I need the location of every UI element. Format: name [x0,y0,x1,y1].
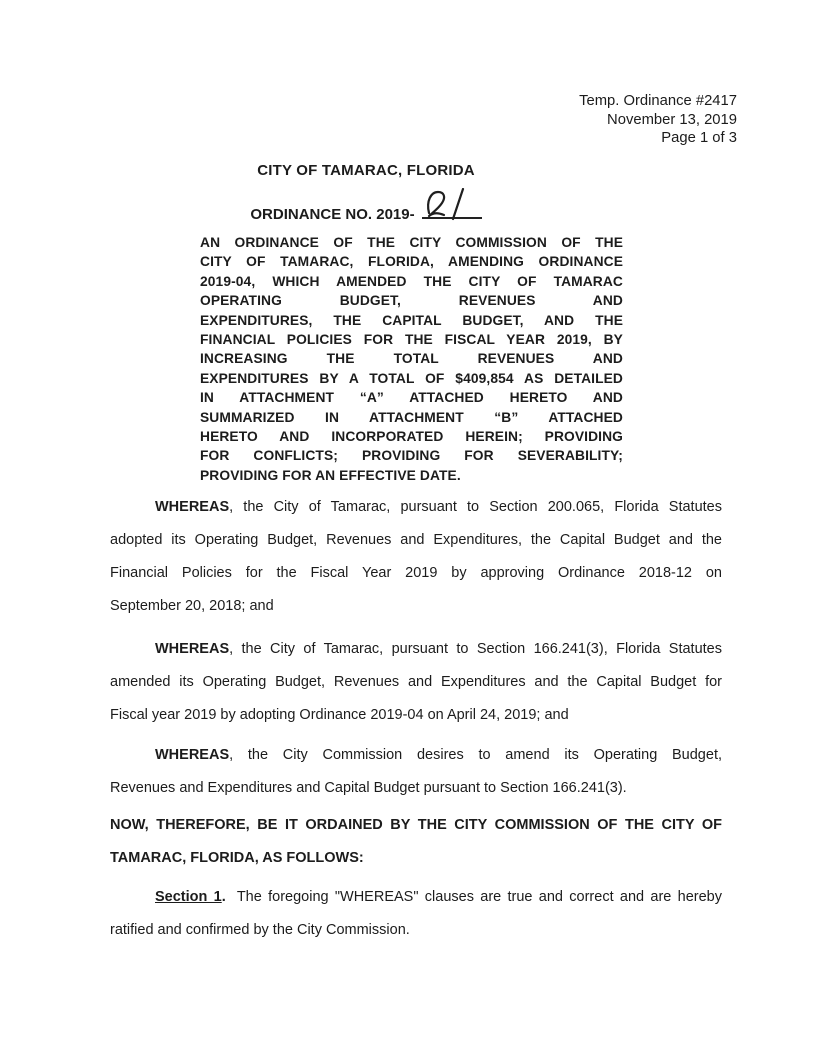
paragraph-text: , the City of Tamarac, pursuant to Section 200.065, Florida Statutes [229,499,722,515]
caption-line: HERETO AND INCORPORATED HEREIN; PROVIDING [200,429,623,445]
caption-line: 2019-04, WHICH AMENDED THE CITY OF TAMARAC [200,273,623,289]
caption-line: INCREASING THE TOTAL REVENUES AND [200,351,623,367]
whereas-paragraph-1 [110,491,722,623]
whereas-lead: WHEREAS [155,641,230,657]
ordinance-caption [200,233,623,485]
caption-line: SUMMARIZED IN ATTACHMENT “B” ATTACHED [200,409,623,425]
header-page-number-line: Page 1 of 3 [661,130,737,147]
paragraph-line: September 20, 2018; and [110,598,274,614]
paragraph-line: NOW, THEREFORE, BE IT ORDAINED BY THE CITY COMMISSION OF THE CITY OF [110,817,722,833]
caption-line: PROVIDING FOR AN EFFECTIVE DATE. [200,467,461,483]
whereas-lead: WHEREAS [155,747,230,763]
ordinance-number-line [110,195,622,226]
handwritten-ordinance-number [422,188,478,222]
section-1-label: Section 1 [155,889,222,905]
section-1-paragraph [110,881,722,947]
header-temp-ordinance-line: Temp. Ordinance #2417 [579,93,737,109]
paragraph-line [110,881,722,914]
ordinance-number-label: ORDINANCE NO. 2019- [250,206,415,223]
enacting-clause [110,809,722,875]
paragraph-line: adopted its Operating Budget, Revenues and Expenditures, the Capital Budget and the [110,532,722,548]
section-1-period: . [221,889,226,905]
whereas-paragraph-2 [110,633,722,732]
caption-line: EXPENDITURES, THE CAPITAL BUDGET, AND THE [200,312,623,328]
caption-line: AN ORDINANCE OF THE CITY COMMISSION OF THE [200,235,623,250]
title-block [110,161,622,226]
paragraph-text: The foregoing "WHEREAS" clauses are true and correct and are hereby [230,889,722,905]
document-header [579,92,737,148]
caption-line: EXPENDITURES BY A TOTAL OF $409,854 AS DETAILED [200,370,623,386]
paragraph-line: Financial Policies for the Fiscal Year 2019 by approving Ordinance 2018-12 on [110,565,722,581]
whereas-paragraph-3 [110,739,722,805]
paragraph-line: amended its Operating Budget, Revenues and Expenditures and the Capital Budget for [110,674,722,690]
paragraph-line: Fiscal year 2019 by adopting Ordinance 2019-04 on April 24, 2019; and [110,707,569,723]
city-title: CITY OF TAMARAC, FLORIDA [257,162,475,179]
caption-line: OPERATING BUDGET, REVENUES AND [200,293,623,309]
paragraph-line: ratified and confirmed by the City Commission. [110,922,410,938]
whereas-lead: WHEREAS [155,499,230,515]
paragraph-text: , the City Commission desires to amend its Operating Budget, [229,747,722,763]
paragraph-line [110,491,722,524]
paragraph-line: Revenues and Expenditures and Capital Budget pursuant to Section 166.241(3). [110,780,627,796]
paragraph-text: , the City of Tamarac, pursuant to Section 166.241(3), Florida Statutes [229,641,722,657]
caption-line: FINANCIAL POLICIES FOR THE FISCAL YEAR 2019, BY [200,332,623,348]
caption-line: FOR CONFLICTS; PROVIDING FOR SEVERABILITY; [200,448,623,464]
header-date-line: November 13, 2019 [607,111,737,128]
ordinance-number-blank-line [422,195,482,219]
caption-line: IN ATTACHMENT “A” ATTACHED HERETO AND [200,390,623,406]
paragraph-line [110,739,722,772]
paragraph-line [110,633,722,666]
caption-line: CITY OF TAMARAC, FLORIDA, AMENDING ORDINANCE [200,254,623,270]
paragraph-line: TAMARAC, FLORIDA, AS FOLLOWS: [110,850,364,866]
